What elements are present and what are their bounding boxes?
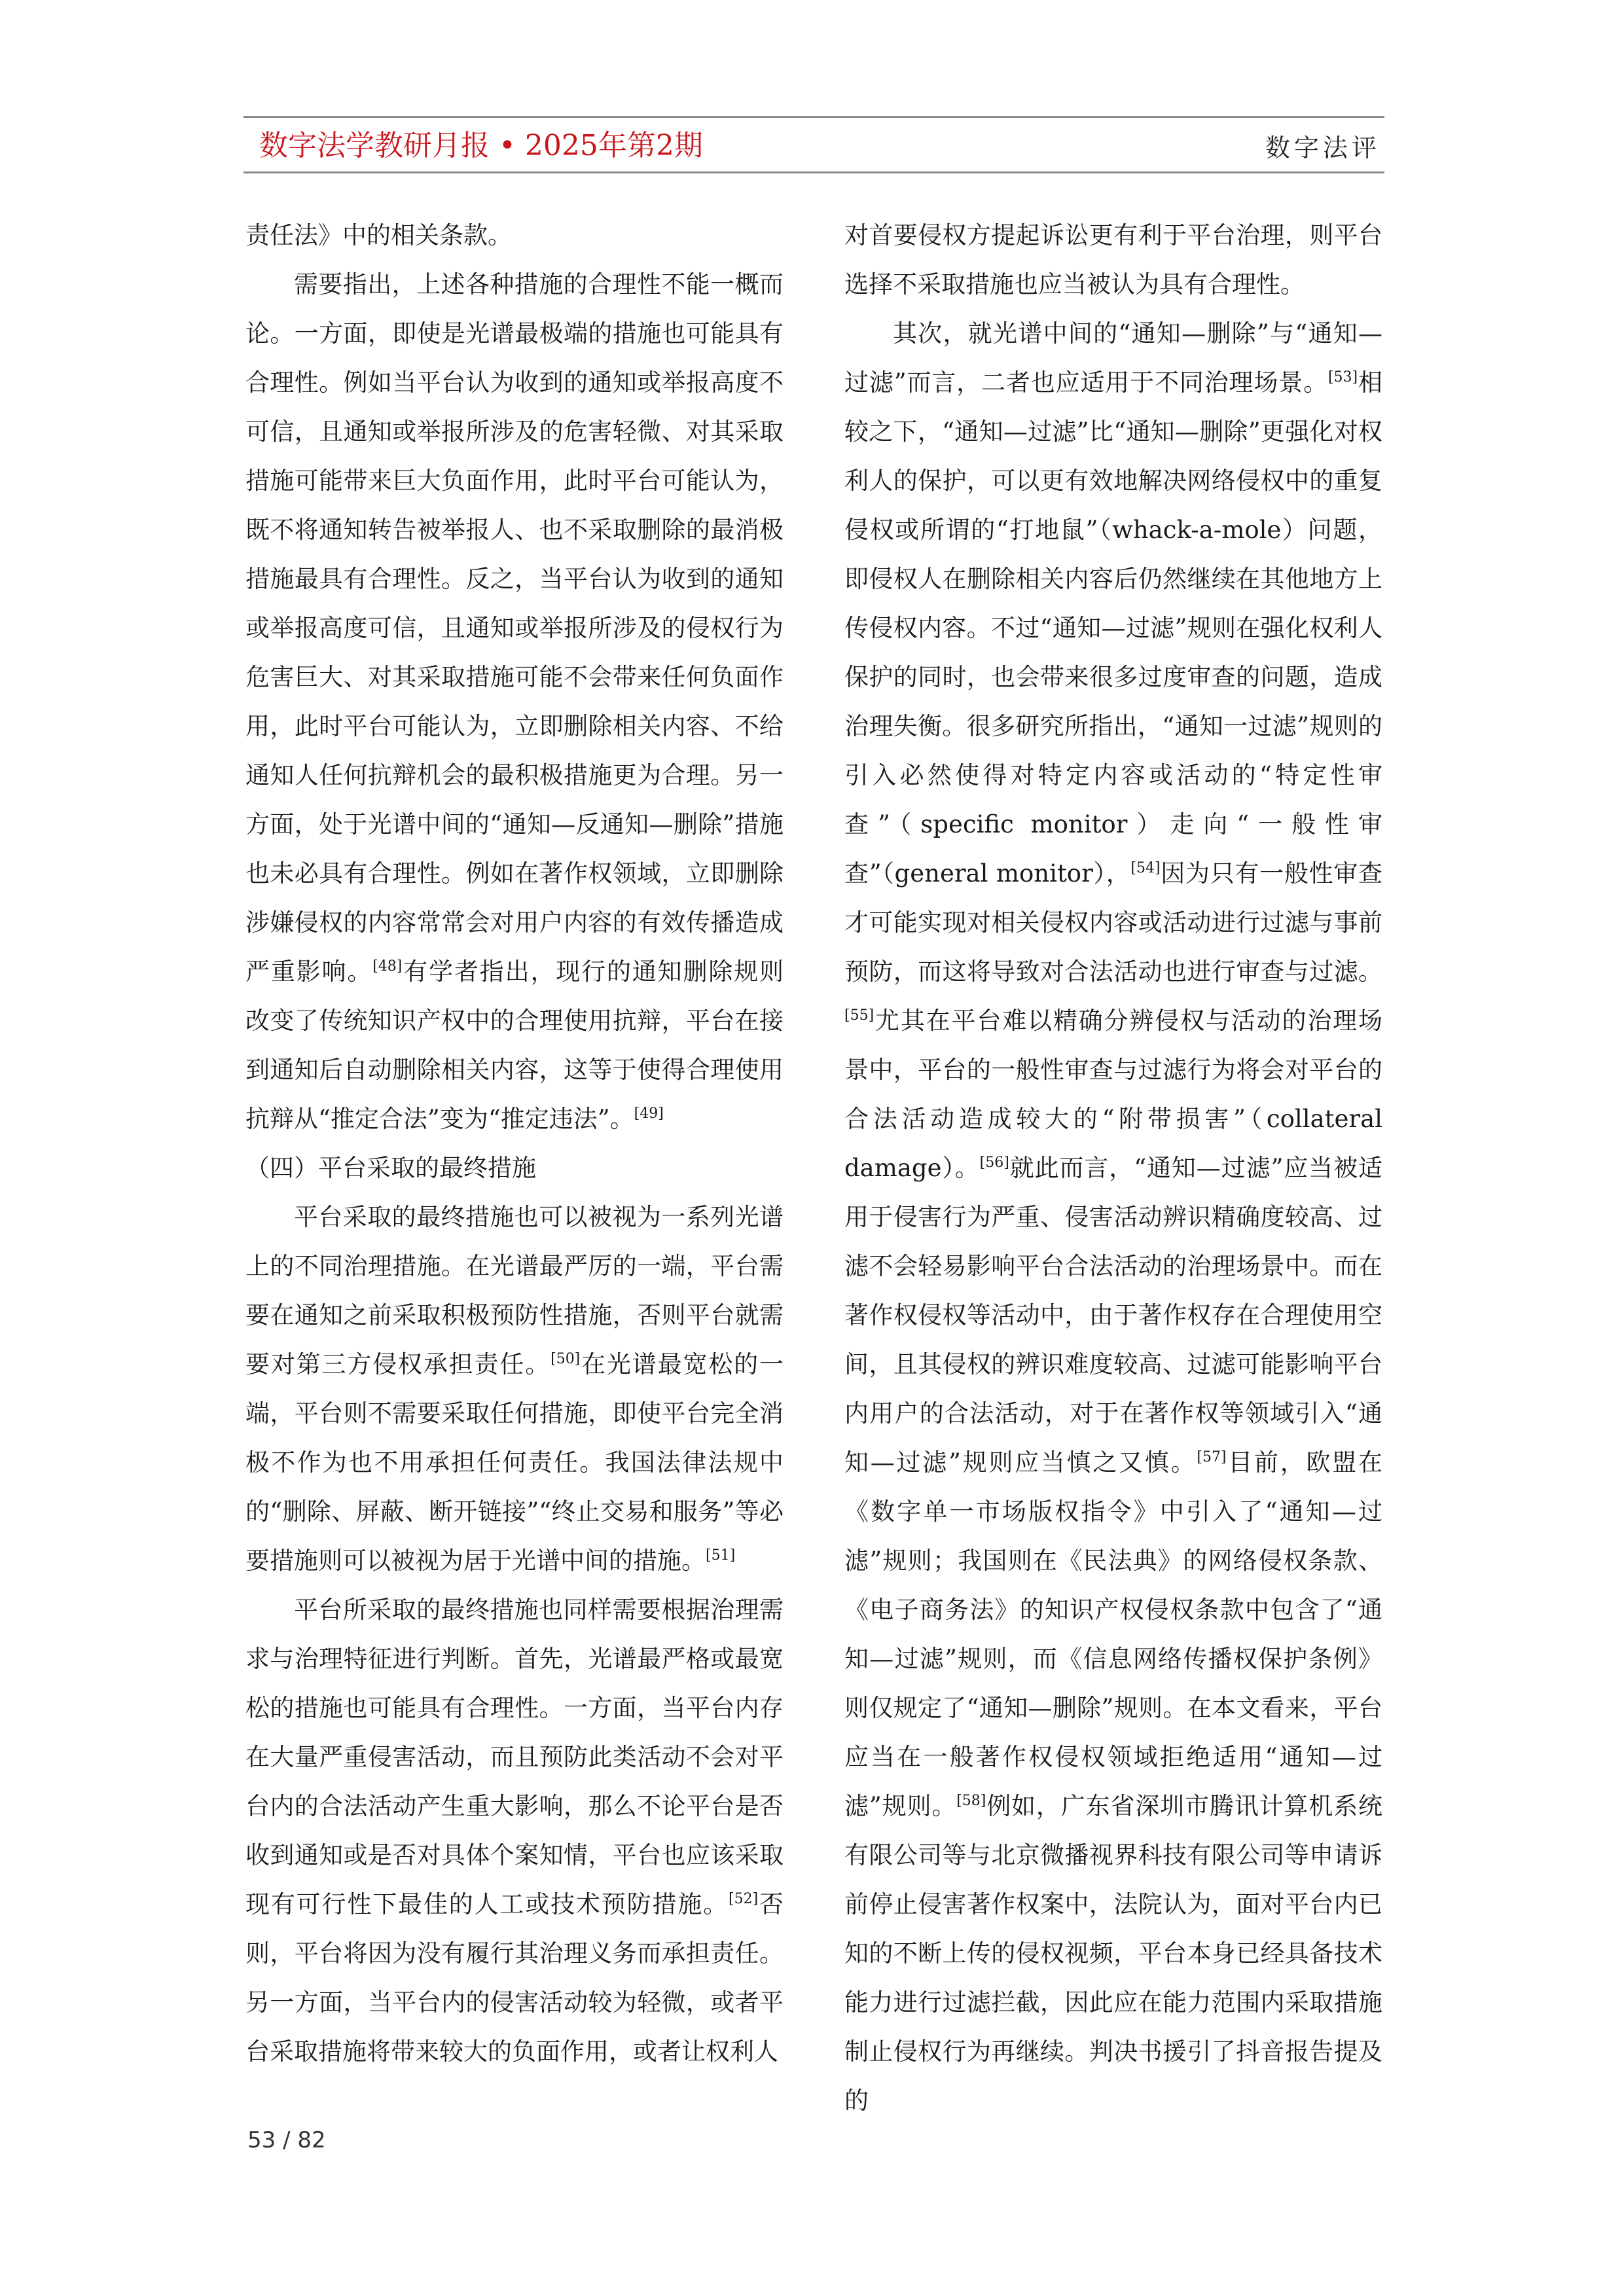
paragraph-text: 例如，广东省深圳市腾讯计算机系统有限公司等与北京微播视界科技有限公司等申请诉前停止侵害著作权案中，法院认为，面对平台内已知的不断上传的侵权视频，平台本身已经具备技术能力进行过滤拦截，因此应在能力范围内采取措施制止侵权行为再继续。判决书援引了抖音报告提及的 [844,1792,1383,2115]
paragraph-text: 就此而言，“通知—过滤”应当被适用于侵害行为严重、侵害活动辨识精确度较高、过滤不会轻易影响平台合法活动的治理场景中。而在著作权侵权等活动中，由于著作权存在合理使用空间，且其侵权的辨识难度较高、过滤可能影响平台内用户的合法活动，对于在著作权等领域引入“通知—过滤”规则应当慎之又慎。 [844,1154,1382,1477]
footnote-ref[interactable]: [55] [844,1007,875,1024]
paragraph [245,260,784,1143]
paragraph-text: 目前，欧盟在《数字单一市场版权指令》中引入了“通知—过滤”规则；我国则在《民法典》的网络侵权条款、《电子商务法》的知识产权侵权条款中包含了“通知—过滤”规则，而《信息网络传播权保护条例》则仅规定了“通知—删除”规则。在本文看来，平台应当在一般著作权侵权领域拒绝适用“通知—过滤”规则。 [844,1448,1383,1820]
footnote-ref[interactable]: [58] [956,1793,986,1809]
left-column [245,211,784,2076]
paragraph-text: 有学者指出，现行的通知删除规则改变了传统知识产权中的合理使用抗辩，平台在接到通知后自动删除相关内容，这等于使得合理使用抗辩从“推定合法”变为“推定违法”。 [245,958,784,1133]
paragraph [844,309,1382,2125]
journal-title: 数字法学教研月报 • 2025年第2期 [259,129,703,162]
footnote-ref[interactable]: [54] [1130,860,1161,876]
header-bottom-rule [244,171,1384,173]
footnote-ref[interactable]: [57] [1197,1449,1227,1465]
paragraph-text: 平台所采取的最终措施也同样需要根据治理需求与治理特征进行判断。首先，光谱最严格或最宽松的措施也可能具有合理性。一方面，当平台内存在大量严重侵害活动，而且预防此类活动不会对平台内的合法活动产生重大影响，那么不论平台是否收到通知或是否对具体个案知情，平台也应该采取现有可行性下最佳的人工或技术预防措施。 [245,1596,784,1918]
paragraph-text: 因为只有一般性审查才可能实现对相关侵权内容或活动进行过滤与事前预防，而这将导致对合法活动也进行审查与过滤。 [844,859,1383,986]
paragraph-text: 否则，平台将因为没有履行其治理义务而承担责任。另一方面，当平台内的侵害活动较为轻微，或者平台采取措施将带来较大的负面作用，或者让权利人 [245,1890,784,2066]
footnote-ref[interactable]: [53] [1327,369,1358,386]
paragraph-text: 其次，就光谱中间的“通知—删除”与“通知—过滤”而言，二者也应适用于不同治理场景。 [844,319,1382,397]
right-column [844,211,1382,2125]
footnote-ref[interactable]: [56] [979,1155,1009,1171]
paragraph [245,1585,784,2076]
paragraph: 对首要侵权方提起诉讼更有利于平台治理，则平台选择不采取措施也应当被认为具有合理性。 [844,221,1382,298]
paragraph-text: 尤其在平台难以精确分辨侵权与活动的治理场景中，平台的一般性审查与过滤行为将会对平台的合法活动造成较大的“附带损害”（collateral damage）。 [844,1007,1382,1182]
header-top-rule [244,116,1384,118]
paragraph-text: 需要指出，上述各种措施的合理性不能一概而论。一方面，即使是光谱最极端的措施也可能具有合理性。例如当平台认为收到的通知或举报高度不可信，且通知或举报所涉及的危害轻微、对其采取措施可能带来巨大负面作用，此时平台可能认为，既不将通知转告被举报人、也不采取删除的最消极措施最具有合理性。反之，当平台认为收到的通知或举报高度可信，且通知或举报所涉及的侵权行为危害巨大、对其采取措施可能不会带来任何负面作用，此时平台可能认为，立即删除相关内容、不给通知人任何抗辩机会的最积极措施更为合理。另一方面，处于光谱中间的“通知—反通知—删除”措施也未必具有合理性。例如在著作权领域，立即删除涉嫌侵权的内容常常会对用户内容的有效传播造成严重影响。 [245,270,784,986]
footnote-ref[interactable]: [50] [550,1351,581,1367]
footnote-ref[interactable]: [49] [634,1105,664,1122]
paragraph-text: 相较之下，“通知—过滤”比“通知—删除”更强化对权利人的保护，可以更有效地解决网络侵权中的重复侵权或所谓的“打地鼠”（whack-a-mole）问题，即侵权人在删除相关内容后仍然继续在其他地方上传侵权内容。不过“通知—过滤”规则在强化权利人保护的同时，也会带来很多过度审查的问题，造成治理失衡。很多研究所指出，“通知一过滤”规则的引入必然使得对特定内容或活动的“特定性审查”（specific monitor）走向“一般性审查”（general monitor）， [844,368,1382,888]
column-label: 数字法评 [1265,134,1380,162]
footnote-ref[interactable]: [51] [706,1547,736,1564]
paragraph-text: 平台采取的最终措施也可以被视为一系列光谱上的不同治理措施。在光谱最严厉的一端，平台需要在通知之前采取积极预防性措施，否则平台就需要对第三方侵权承担责任。 [245,1203,784,1378]
paragraph: 责任法》中的相关条款。 [245,221,512,249]
paragraph-text: 在光谱最宽松的一端，平台则不需要采取任何措施，即使平台完全消极不作为也不用承担任何责任。我国法律法规中的“删除、屏蔽、断开链接”“终止交易和服务”等必要措施则可以被视为居于光谱中间的措施。 [245,1350,784,1575]
paragraph [245,1193,784,1585]
page-number: 53 / 82 [247,2127,326,2153]
section-heading: （四）平台采取的最终措施 [245,1154,536,1182]
footnote-ref[interactable]: [52] [729,1891,759,1907]
footnote-ref[interactable]: [48] [372,958,403,975]
